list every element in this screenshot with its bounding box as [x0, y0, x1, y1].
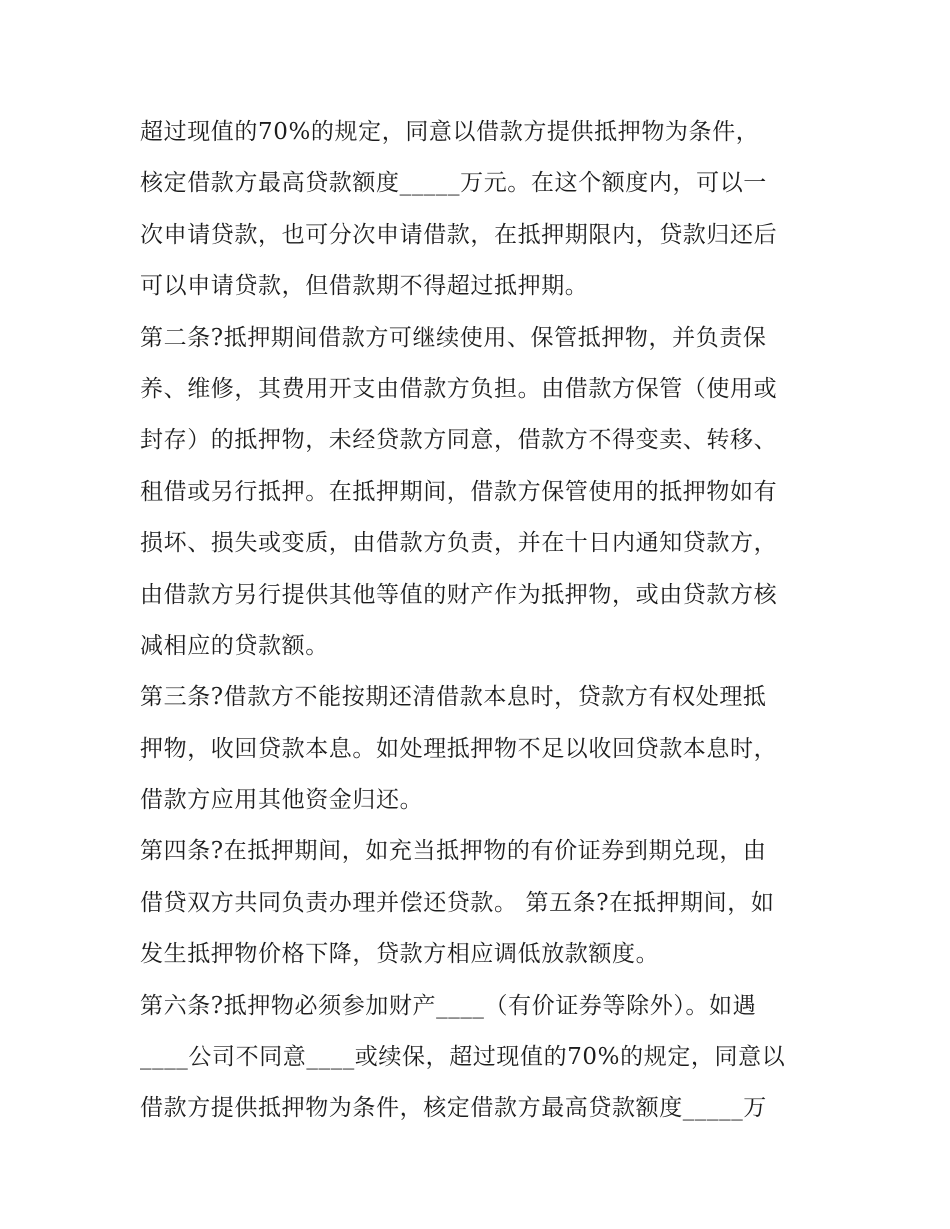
text-line: 第四条?在抵押期间，如充当抵押物的有价证券到期兑现，由	[140, 838, 767, 865]
text-line: ____公司不同意____或续保，超过现值的70%的规定，同意以	[140, 1044, 786, 1071]
text-line: 减相应的贷款额。	[140, 632, 329, 659]
text-line: 由借款方另行提供其他等值的财产作为抵押物，或由贷款方核	[140, 581, 778, 608]
text-line: 核定借款方最高贷款额度_____万元。在这个额度内，可以一	[140, 170, 767, 197]
text-line: 第三条?借款方不能按期还清借款本息时，贷款方有权处理抵	[140, 684, 767, 711]
text-line: 可以申请贷款，但借款期不得超过抵押期。	[140, 273, 589, 300]
text-line: 第二条?抵押期间借款方可继续使用、保管抵押物，并负责保	[140, 324, 767, 351]
text-line: 损坏、损失或变质，由借款方负责，并在十日内通知贷款方，	[140, 530, 778, 557]
text-line: 押物，收回贷款本息。如处理抵押物不足以收回贷款本息时，	[140, 735, 778, 762]
text-line: 超过现值的70%的规定，同意以借款方提供抵押物为条件，	[140, 119, 760, 145]
text-line: 租借或另行抵押。在抵押期间，借款方保管使用的抵押物如有	[140, 478, 778, 505]
text-line: 养、维修，其费用开支由借款方负担。由借款方保管（使用或	[140, 375, 778, 402]
text-line: 发生抵押物价格下降，贷款方相应调低放款额度。	[140, 941, 660, 968]
text-line: 借贷双方共同负责办理并偿还贷款。 第五条?在抵押期间，如	[140, 889, 775, 916]
text-line: 借款方提供抵押物为条件，核定借款方最高贷款额度_____万	[140, 1095, 767, 1122]
document-body	[140, 107, 820, 1135]
text-line: 借款方应用其他资金归还。	[140, 787, 424, 814]
text-line: 封存）的抵押物，未经贷款方同意，借款方不得变卖、转移、	[140, 427, 778, 454]
text-line: 第六条?抵押物必须参加财产____（有价证券等除外）。如遇	[140, 992, 757, 1019]
text-line: 次申请贷款，也可分次申请借款，在抵押期限内，贷款归还后	[140, 221, 778, 248]
